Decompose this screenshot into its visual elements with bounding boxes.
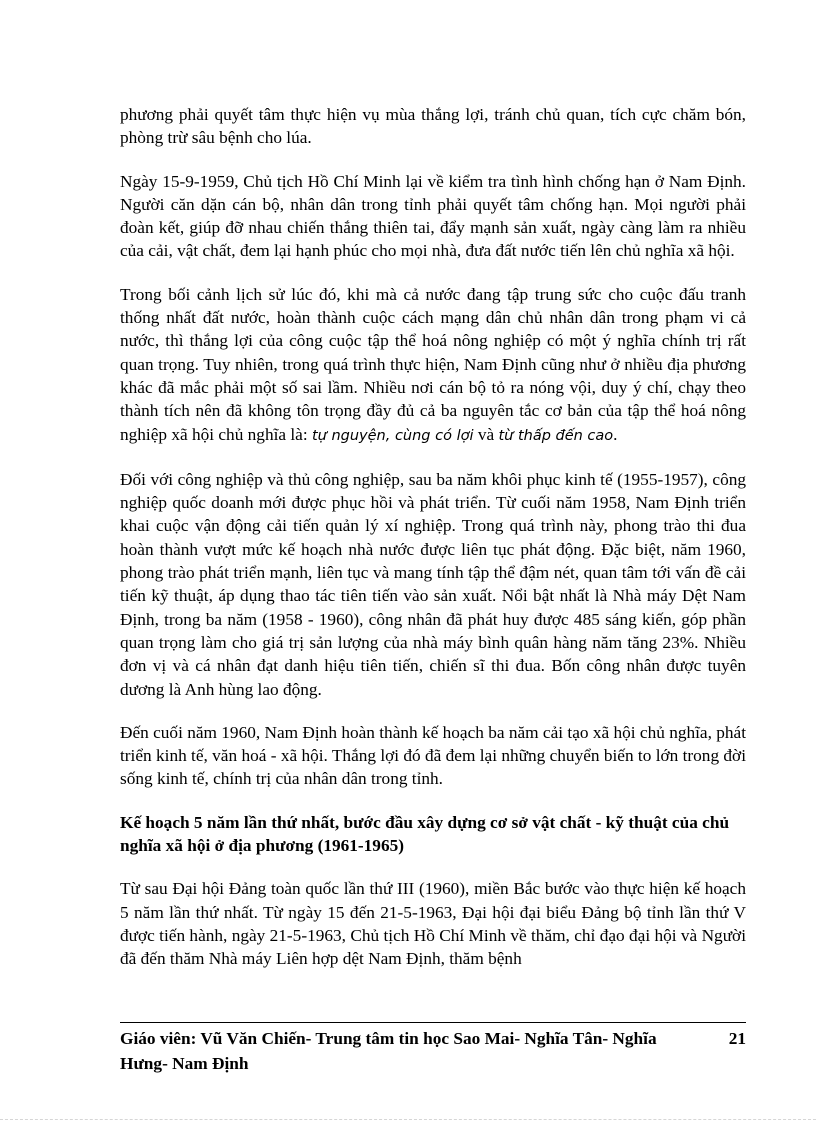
footer-line-1 xyxy=(120,1026,746,1051)
paragraph-3-emphasis-2: từ thấp đến cao xyxy=(498,427,614,444)
paragraph-3-conjunction: và xyxy=(473,424,499,444)
page-boundary xyxy=(0,1119,816,1120)
paragraph-4: Đối với công nghiệp và thủ công nghiệp, sau ba năm khôi phục kinh tế (1955-1957), công nghiệp quốc doanh mới được phục hồi và phát triển. Từ cuối năm 1958, Nam Định triển khai cuộc vận động cải tiến quản lý xí nghiệp. Trong quá trình này, phong trào thi đua hoàn thành vượt mức kế hoạch nhà nước được liên tục phát động. Đặc biệt, năm 1960, phong trào phát triển mạnh, liên tục và mang tính tập thể đậm nét, quan tâm tới vấn đề cải tiến kỹ thuật, áp dụng thao tác tiên tiến vào sản xuất. Nổi bật nhất là Nhà máy Dệt Nam Định, trong ba năm (1958 - 1960), công nhân đã phát huy được 485 sáng kiến, góp phần quan trọng làm cho giá trị sản lượng của nhà máy bình quân hàng năm tăng 23%. Nhiều đơn vị và cá nhân đạt danh hiệu tiên tiến, chiến sĩ thi đua. Bốn công nhân được tuyên dương là Anh hùng lao động. xyxy=(120,469,746,699)
page-number: 21 xyxy=(728,1029,746,1048)
paragraph-2: Ngày 15-9-1959, Chủ tịch Hồ Chí Minh lại về kiểm tra tình hình chống hạn ở Nam Định. Người căn dặn cán bộ, nhân dân trong tỉnh phải quyết tâm chống hạn. Mọi người phải đoàn kết, giúp đỡ nhau chiến thắng thiên tai, đẩy mạnh sản xuất, ngày càng làm ra nhiều của cải, vật chất, đem lại hạnh phúc cho mọi nhà, đưa đất nước tiến lên chủ nghĩa xã hội. xyxy=(120,171,746,261)
footer-divider xyxy=(120,1022,746,1023)
footer-author: Giáo viên: Vũ Văn Chiến- Trung tâm tin học Sao Mai- Nghĩa Tân- Nghĩa xyxy=(120,1029,657,1048)
footer-line-2: Hưng- Nam Định xyxy=(120,1054,249,1073)
paragraph-6: Từ sau Đại hội Đảng toàn quốc lần thứ III (1960), miền Bắc bước vào thực hiện kế hoạch 5 năm lần thứ nhất. Từ ngày 15 đến 21-5-1963, Đại hội đại biểu Đảng bộ tỉnh lần thứ V được tiến hành, ngày 21-5-1963, Chủ tịch Hồ Chí Minh về thăm, chỉ đạo đại hội và Người đã đến thăm Nhà máy Liên hợp dệt Nam Định, thăm bệnh xyxy=(120,879,746,969)
paragraph-3-end: . xyxy=(613,424,618,444)
paragraph-3-text: Trong bối cảnh lịch sử lúc đó, khi mà cả nước đang tập trung sức cho cuộc đấu tranh thống nhất đất nước, hoàn thành cuộc cách mạng dân chủ nhân dân trong phạm vi cả nước, thì thắng lợi của công cuộc tập thể hoá nông nghiệp có một ý nghĩa chính trị rất quan trọng. Tuy nhiên, trong quá trình thực hiện, Nam Định cũng như ở nhiều địa phương khác đã mắc phải một số sai lầm. Nhiều nơi cán bộ tỏ ra nóng vội, duy ý chí, chạy theo thành tích nên đã không tôn trọng đầy đủ cả ba nguyên tắc cơ bản của tập thể hoá nông nghiệp xã hội chủ nghĩa là: xyxy=(120,284,746,444)
paragraph-5: Đến cuối năm 1960, Nam Định hoàn thành kế hoạch ba năm cải tạo xã hội chủ nghĩa, phát triển kinh tế, văn hoá - xã hội. Thắng lợi đó đã đem lại những chuyển biến to lớn trong đời sống kinh tế, chính trị của nhân dân trong tỉnh. xyxy=(120,722,746,789)
paragraph-3 xyxy=(120,283,746,448)
paragraph-3-emphasis-1: tự nguyện, cùng có lợi xyxy=(311,427,474,444)
section-heading: Kế hoạch 5 năm lần thứ nhất, bước đầu xây dựng cơ sở vật chất - kỹ thuật của chủ nghĩa xã hội ở địa phương (1961-1965) xyxy=(120,812,730,856)
paragraph-1: phương phải quyết tâm thực hiện vụ mùa thắng lợi, tránh chủ quan, tích cực chăm bón, phòng trừ sâu bệnh cho lúa. xyxy=(120,105,746,148)
document-body xyxy=(120,103,746,991)
page-footer xyxy=(120,1026,746,1076)
